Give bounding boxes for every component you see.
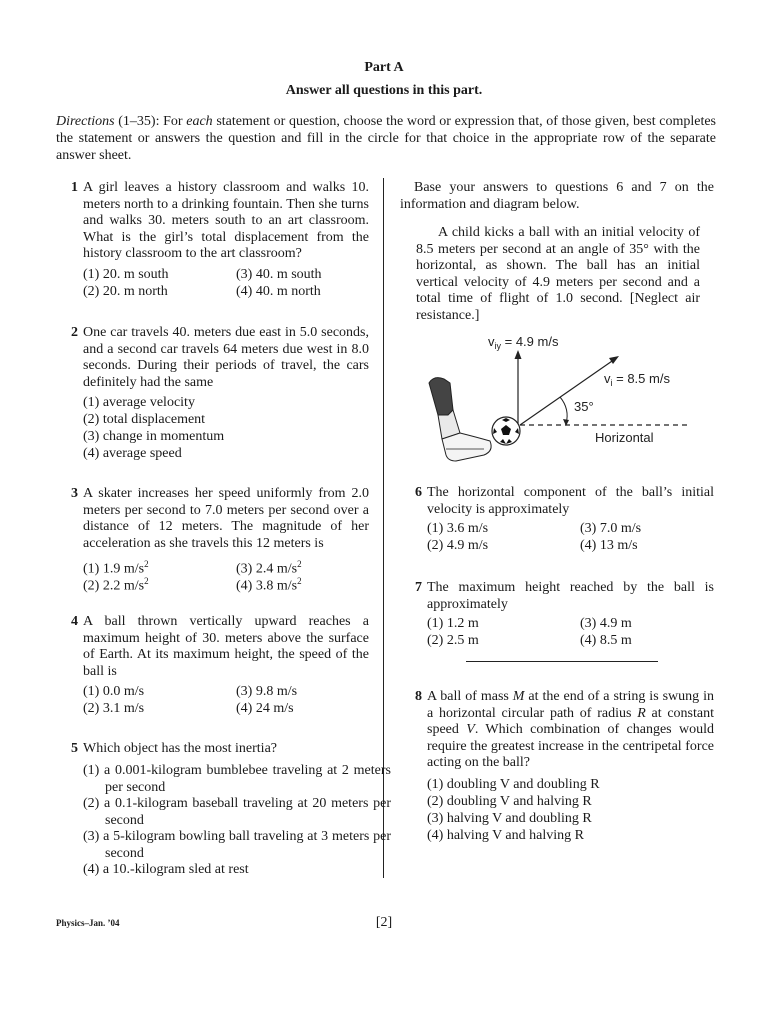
option[interactable]: (3) 7.0 m/s <box>580 521 642 536</box>
question-number: 1 <box>71 180 78 195</box>
option[interactable]: (1) doubling V and doubling R <box>427 777 600 792</box>
option[interactable]: (3) change in momentum <box>83 429 225 444</box>
option[interactable]: (2) 2.2 $m/s^2$ <box>83 576 149 594</box>
question-text: One car travels 40. meters due east in 5.0 seconds, and a second car travels 64 meters due west in 8.0 seconds. During their periods of travel, the cars definitely had the same <box>83 325 369 390</box>
option[interactable]: (1) 1.9 $m/s^2$ <box>83 559 149 577</box>
option[interactable]: (4) average speed <box>83 446 182 461</box>
question-text: A girl leaves a history classroom and walks 10. meters north to a drinking fountain. Then she turns and walks 30. meters south to an art classroom. What is the girl’s total displacement from the history classroom to the art classroom? <box>83 180 369 261</box>
question-3 <box>71 486 369 552</box>
question-5 <box>71 741 369 758</box>
options-2 <box>83 395 369 463</box>
option[interactable]: (1) average velocity <box>83 395 195 410</box>
question-number: 3 <box>71 486 78 501</box>
soccer-ball-icon <box>492 417 520 445</box>
option[interactable]: (4) 8.5 m <box>580 633 632 648</box>
option[interactable]: (3) 4.9 m <box>580 616 632 631</box>
option[interactable]: (2) 3.1 m/s <box>83 701 145 716</box>
question-number: 4 <box>71 614 78 629</box>
option[interactable]: (3) 40. m south <box>236 267 322 282</box>
options-8 <box>427 777 714 845</box>
horizontal-label: Horizontal <box>595 430 654 445</box>
option[interactable]: (3) a 5-kilogram bowling ball traveling at 3 meters per second <box>83 829 391 861</box>
viy-arrowhead <box>515 350 522 359</box>
option[interactable]: (2) 4.9 m/s <box>427 538 489 553</box>
option[interactable]: (4) 3.8 $m/s^2$ <box>236 576 302 594</box>
option[interactable]: (2) 2.5 m <box>427 633 479 648</box>
question-7 <box>415 580 714 613</box>
option[interactable]: (3) halving V and doubling R <box>427 811 592 826</box>
base-text: Base your answers to questions 6 and 7 on the information and diagram below. <box>400 180 714 212</box>
question-number: 2 <box>71 325 78 340</box>
directions-rest: statement or question, choose the word or expression that, of those given, best completes the statement or answers the question and fill in the circle for that choice in the appropriate row of the separate answer sheet. <box>56 114 716 163</box>
question-number: 5 <box>71 741 78 756</box>
option[interactable]: (4) halving V and halving R <box>427 828 584 843</box>
option[interactable]: (1) 0.0 m/s <box>83 684 145 699</box>
question-text: A ball thrown vertically upward reaches a maximum height of 30. meters above the surface of Earth. At its maximum height, the speed of the ball is <box>83 614 369 679</box>
scenario-text: A child kicks a ball with an initial velocity of 8.5 meters per second at an angle of 35° with the horizontal, as shown. The ball has an initial vertical velocity of 4.9 meters per second and a total time of flight of 1.0 second. [Neglect air resistance.] <box>416 225 700 323</box>
option[interactable]: (2) a 0.1-kilogram baseball traveling at 20 meters per second <box>83 796 391 828</box>
option[interactable]: (1) 3.6 m/s <box>427 521 489 536</box>
viy-label: $v_{iy} = 4.9$ m/s <box>488 334 559 351</box>
question-number: 6 <box>415 485 422 500</box>
part-instruction: Answer all questions in this part. <box>285 83 483 98</box>
page-number: [2] <box>375 915 393 930</box>
options-7 <box>427 616 714 650</box>
options-3 <box>83 556 369 594</box>
part-title: Part A <box>364 60 404 75</box>
question-1 <box>71 180 369 263</box>
option[interactable]: (1) a 0.001-kilogram bumblebee traveling at 2 meters per second <box>83 763 391 795</box>
question-text: Which object has the most inertia? <box>83 741 277 756</box>
directions-range: (1–35): For <box>118 114 187 129</box>
option[interactable]: (4) 13 m/s <box>580 538 638 553</box>
directions-each: each <box>186 114 213 129</box>
vi-label: $v_i = 8.5$ m/s <box>604 371 670 388</box>
directions-label: Directions <box>56 114 115 129</box>
option[interactable]: (2) 20. m north <box>83 284 168 299</box>
directions <box>56 113 716 164</box>
question-2 <box>71 325 369 391</box>
option[interactable]: (2) total displacement <box>83 412 206 427</box>
option[interactable]: (1) 20. m south <box>83 267 169 282</box>
angle-label: 35° <box>574 399 594 414</box>
option[interactable]: (4) 40. m north <box>236 284 321 299</box>
option[interactable]: (4) a 10.-kilogram sled at rest <box>83 862 249 877</box>
question-text: A ball of mass M at the end of a string is swung in a horizontal circular path of radius R at constant speed V. Which combination of changes would require the greatest increase in the centripetal force acting on the ball? <box>427 689 715 770</box>
option[interactable]: (3) 9.8 m/s <box>236 684 298 699</box>
question-number: 8 <box>415 689 422 704</box>
question-text: The horizontal component of the ball’s initial velocity is approximately <box>427 485 714 517</box>
section-separator <box>466 661 658 662</box>
kicking-leg-icon <box>429 378 491 461</box>
options-6 <box>427 521 714 555</box>
question-8 <box>415 689 715 772</box>
kick-diagram <box>420 325 720 475</box>
question-6 <box>415 485 714 518</box>
option[interactable]: (3) 2.4 $m/s^2$ <box>236 559 302 577</box>
question-text: The maximum height reached by the ball is approximately <box>427 580 714 612</box>
option[interactable]: (4) 24 m/s <box>236 701 294 716</box>
question-text: A skater increases her speed uniformly from 2.0 meters per second to 7.0 meters per second over a distance of 12 meters. The magnitude of her acceleration as she travels this 12 meters is <box>83 486 369 551</box>
option[interactable]: (2) doubling V and halving R <box>427 794 592 809</box>
option[interactable]: (1) 1.2 m <box>427 616 479 631</box>
footer-exam-label: Physics–Jan. ’04 <box>56 918 120 928</box>
question-4 <box>71 614 369 680</box>
options-4 <box>83 684 369 718</box>
question-number: 7 <box>415 580 422 595</box>
options-1 <box>83 267 369 301</box>
